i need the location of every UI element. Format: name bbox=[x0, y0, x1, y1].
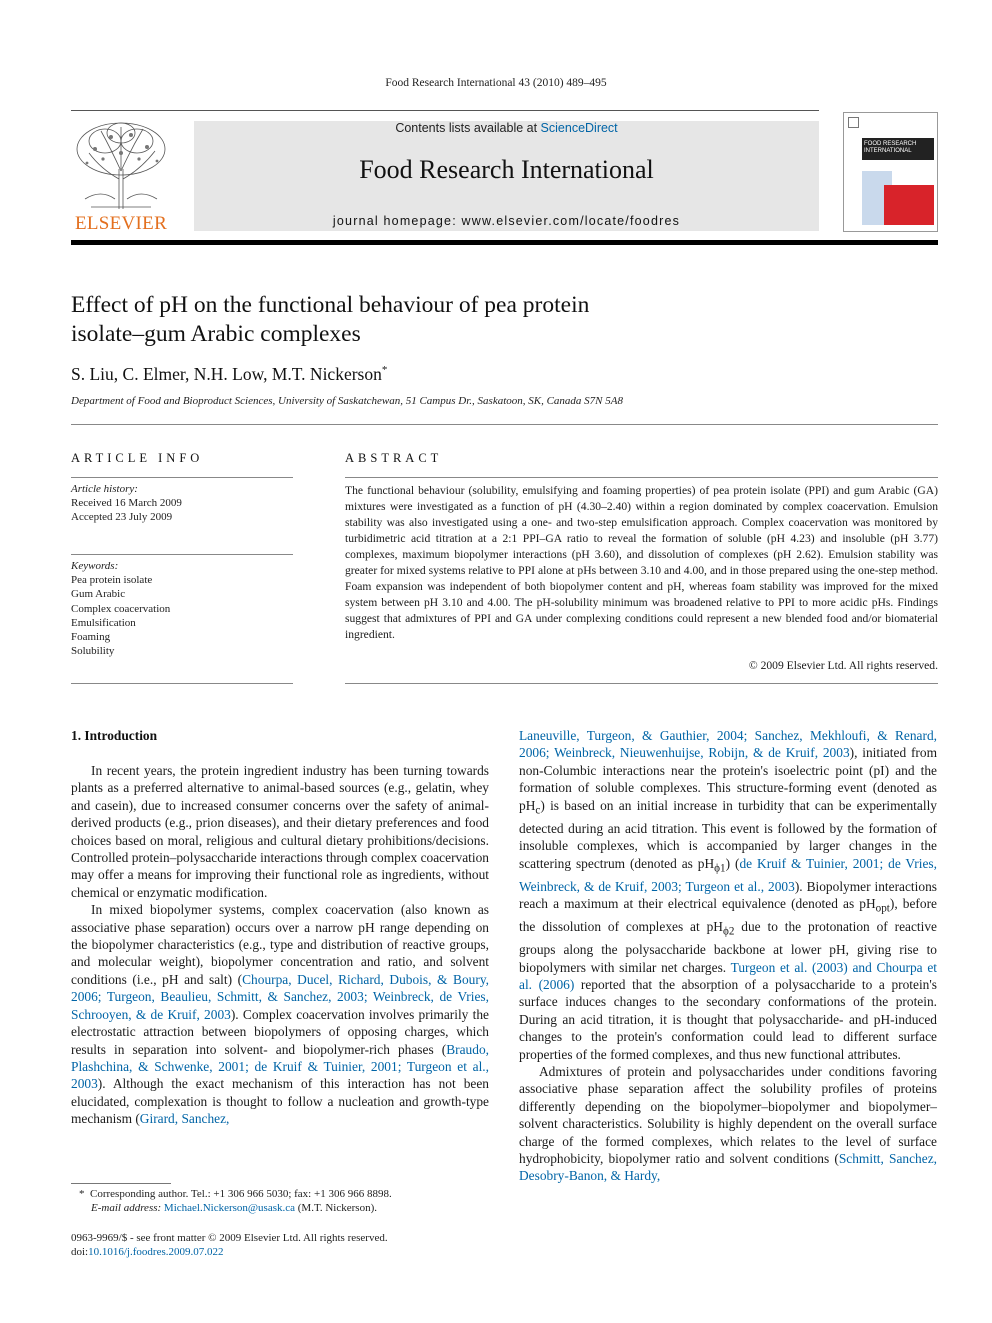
journal-cover-thumbnail[interactable] bbox=[843, 112, 938, 232]
abstract-heading: ABSTRACT bbox=[345, 451, 443, 465]
footnote-line-1 bbox=[71, 1187, 491, 1201]
doi-label: doi: bbox=[71, 1246, 89, 1258]
email-suffix: (M.T. Nickerson). bbox=[297, 1202, 377, 1214]
elsevier-logo[interactable] bbox=[71, 119, 171, 234]
text-run: ). Biopolymer interactions reach a maximum at their electrical equivalence (denoted as pH bbox=[519, 878, 937, 911]
journal-banner bbox=[194, 121, 819, 231]
keyword-item: Gum Arabic bbox=[71, 588, 126, 601]
abstract-copyright: © 2009 Elsevier Ltd. All rights reserved. bbox=[748, 659, 938, 672]
header-thick-rule bbox=[71, 240, 938, 245]
journal-homepage-link[interactable]: journal homepage: www.elsevier.com/locate/foodres bbox=[332, 214, 681, 228]
abstract-rule bbox=[345, 477, 938, 478]
keyword-item: Solubility bbox=[71, 645, 115, 658]
author-list bbox=[71, 364, 387, 385]
header-rule bbox=[71, 110, 819, 111]
text-run: ). Although the exact mechanism of this interaction has not been elucidated, complexation is thought to follow a nucleation and growth-type mechanism ( bbox=[71, 1076, 489, 1127]
accepted-date: Accepted 23 July 2009 bbox=[71, 511, 173, 524]
text-run: Admixtures of protein and polysaccharides under conditions favoring associative phase separation affect the solubility profiles of proteins differently depending on the biopolymer–biopolymer and biopolymer–solvent characteristics. Solubility is highly dependent on the overall surface charge of the formed complexes, which relates to the level of surface hydrophobicity, biopolymer ratio and solvent conditions ( bbox=[519, 1064, 937, 1167]
cover-title-band: FOOD RESEARCH INTERNATIONAL bbox=[862, 138, 934, 160]
history-label: Article history: bbox=[71, 483, 138, 495]
cover-graphic-red bbox=[884, 185, 934, 225]
citation-link[interactable]: Braudo, Plashchina, & Schwenke, 2001; de Kruif & Tuinier, 2001; Turgeon et al., 2003 bbox=[71, 1041, 489, 1092]
intro-paragraph-3 bbox=[519, 1063, 937, 1185]
keywords-block bbox=[71, 559, 293, 658]
keyword-item: Complex coacervation bbox=[71, 602, 171, 615]
affiliation: Department of Food and Bioproduct Sciences, University of Saskatchewan, 51 Campus Dr., Saskatoon, SK, Canada S7N 5A8 bbox=[71, 395, 623, 407]
citation-link[interactable]: Schmitt, Sanchez, Desobry-Banon, & Hardy, bbox=[519, 1151, 937, 1184]
intro-paragraph-2 bbox=[71, 901, 489, 1127]
article-title-line-2: isolate–gum Arabic complexes bbox=[71, 321, 361, 347]
article-info-rule bbox=[71, 477, 293, 478]
text-run: reported that the absorption of a polysaccharide to a protein's surface induces changes to the secondary conformations of the protein. During an acid titration, it is thought that polysaccharide- and pH-induced changes to the protein's conformation could lead to different surface properties of the formed complexes, and thus new functional attributes. bbox=[519, 976, 937, 1062]
subscript: ϕ1 bbox=[714, 862, 726, 875]
running-head: Food Research International 43 (2010) 489–495 bbox=[385, 77, 607, 89]
section-rule bbox=[71, 424, 938, 425]
citation-link[interactable]: Laneuville, Turgeon, & Gauthier, 2004; Sanchez, Mekhloufi, & Renard, 2006; Weinbreck, Nieuwenhuijse, Robijn, & de Kruif, 2003 bbox=[519, 728, 937, 761]
email-label: E-mail address: bbox=[91, 1202, 162, 1214]
issn-line: 0963-9969/$ - see front matter © 2009 Elsevier Ltd. All rights reserved. bbox=[71, 1232, 388, 1244]
authors-text: S. Liu, C. Elmer, N.H. Low, M.T. Nickerson bbox=[71, 364, 382, 384]
received-date: Received 16 March 2009 bbox=[71, 497, 182, 510]
issn-block bbox=[71, 1231, 491, 1259]
text-run: ) is based on an initial increase in turbidity that can be experimentally detected during an acid titration. This event is followed by the formation of insoluble complexes, which is accompanied by larger changes in the scattering spectrum (denoted as pH bbox=[519, 797, 937, 871]
footnote-rule bbox=[71, 1183, 171, 1184]
article-info-bottom-rule bbox=[71, 683, 293, 684]
doi-link[interactable]: 10.1016/j.foodres.2009.07.022 bbox=[88, 1246, 224, 1258]
article-history bbox=[71, 482, 293, 525]
article-info-heading: ARTICLE INFO bbox=[71, 451, 204, 465]
text-run: due to the protonation of reactive groups along the polysaccharide backbone at lower pH, giving rise to biopolymers with similar net charges. bbox=[519, 919, 937, 975]
keyword-item: Emulsification bbox=[71, 616, 136, 629]
corresponding-author-mark[interactable]: * bbox=[381, 364, 388, 377]
contents-line bbox=[194, 121, 819, 135]
footnote-mark: * bbox=[79, 1188, 85, 1200]
citation-link[interactable]: Chourpa, Ducel, Richard, Dubois, & Boury, 2006; Turgeon, Beaulieu, Schmitt, & Sanchez, 2003; Weinbreck, de Vries, Schrooyen, & de Kruif, 2003 bbox=[71, 971, 489, 1022]
body-column-right bbox=[519, 727, 937, 1185]
corresponding-author-footnote bbox=[71, 1187, 491, 1215]
citation-link[interactable]: de Kruif & Tuinier, 2001; de Vries, Weinbreck, & de Kruif, 2003; Turgeon et al., 2003 bbox=[519, 855, 937, 894]
subscript: ϕ2 bbox=[722, 925, 735, 938]
abstract-bottom-rule bbox=[345, 683, 938, 684]
article-title bbox=[71, 291, 771, 349]
footnote-contact: Corresponding author. Tel.: +1 306 966 5030; fax: +1 306 966 8898. bbox=[90, 1188, 392, 1200]
intro-paragraph-1: In recent years, the protein ingredient industry has been turning towards plants as a preferred alternative to animal-based sources (e.g., gelatin, whey and casein), due to increased consumer concerns over the safety of animal-derived products (e.g., prion diseases), and their dietary preferences and food choices based on moral, religious and cultural dietary prohibitions/decisions. Controlled protein–polysaccharide interactions through complex coacervation may offer a means for improving their functional role as ingredients, without chemical or enzymatic modification. bbox=[71, 763, 489, 900]
text-run: In mixed biopolymer systems, complex coacervation (also known as associative phase separation) occurs over a narrow pH range depending on the biopolymer characteristics (e.g., type and distribution of reactive groups, and molecular weight), biopolymer concentration and ratio, and solvent conditions (i.e., pH and salt) ( bbox=[71, 902, 489, 987]
intro-paragraph-2-continued bbox=[519, 727, 937, 1063]
article-title-line-1: Effect of pH on the functional behaviour of pea protein bbox=[71, 292, 590, 318]
keywords-label: Keywords: bbox=[71, 560, 119, 572]
doi-line bbox=[71, 1245, 491, 1259]
abstract-text: The functional behaviour (solubility, emulsifying and foaming properties) of pea protein isolate (PPI) and gum Arabic (GA) mixtures were investigated as a function of pH (4.30–2.40) within a region dominated by complex coacervation. Emulsion stability was also investigated using a one- and two-step emulsification approach. Complex coacervation was monitored by turbidimetric acid titration at a 2:1 PPI–GA ratio to reveal the formation of soluble (pH 4.23) and insoluble (pH 3.77) complexes, maximum biopolymer interactions (pH 3.60), and dissolution of complexes (pH 2.62). Emulsion stability was greater for mixed systems relative to PPI alone at pHs between 3.10 and 4.00, and in those prepared using the one-step method. Foam expansion was independent of both biopolymer content and pH, whereas foam stability was improved for the mixed system between pH 3.10 and 4.00. The pH-solubility minimum was broadened relative to PPI to more acidic pHs. Findings suggest that admixtures of PPI and GA under complexing conditions could represent a new blended food and/or biomaterial ingredient. bbox=[345, 484, 938, 641]
citation-link[interactable]: Girard, Sanchez, bbox=[139, 1111, 230, 1127]
publisher-name: ELSEVIER bbox=[74, 213, 168, 234]
cover-publisher-icon bbox=[848, 117, 859, 128]
citation-link[interactable]: Turgeon et al. (2003) and Chourpa et al. (2006) bbox=[519, 959, 937, 992]
subscript: opt bbox=[875, 902, 890, 915]
text-run: ). Complex coacervation involves primarily the electrostatic attraction between biopolymers of opposing charges, which results in separation into solvent- and biopolymer-rich phases ( bbox=[71, 1006, 489, 1057]
keywords-rule bbox=[71, 554, 293, 555]
keyword-item: Foaming bbox=[71, 631, 111, 644]
journal-title: Food Research International bbox=[359, 155, 654, 184]
keyword-item: Pea protein isolate bbox=[71, 574, 153, 587]
footnote-line-2 bbox=[71, 1201, 491, 1215]
elsevier-tree-icon bbox=[71, 119, 171, 211]
email-link[interactable]: Michael.Nickerson@usask.ca bbox=[163, 1202, 296, 1214]
contents-prefix: Contents lists available at bbox=[395, 121, 541, 135]
text-run: ), before the dissolution of complexes at pH bbox=[519, 896, 937, 935]
text-run: ), initiated from non-Columbic interactions near the protein's isoelectric point (pI) and the formation of soluble complexes. This structure-forming event (denoted as pH bbox=[519, 745, 937, 813]
text-run: ) ( bbox=[725, 855, 740, 871]
section-heading-introduction: 1. Introduction bbox=[71, 728, 158, 743]
subscript: c bbox=[535, 804, 541, 817]
sciencedirect-link[interactable]: ScienceDirect bbox=[540, 121, 618, 135]
body-column-left bbox=[71, 762, 489, 1128]
